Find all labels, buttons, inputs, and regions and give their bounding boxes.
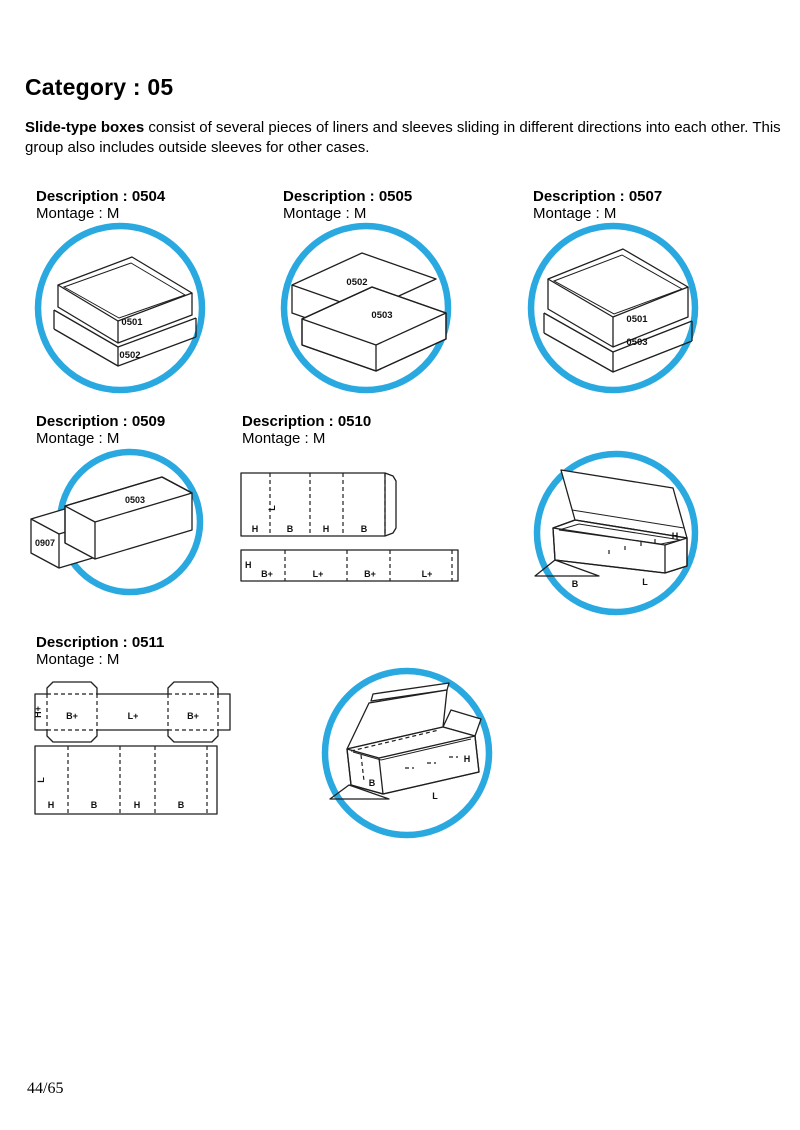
figure-0511-pattern-bottom — [33, 744, 223, 818]
panel-label: H — [322, 524, 330, 534]
description-label: Description : 0504 — [36, 188, 166, 205]
figure-0507-diagram — [513, 221, 713, 397]
figure-0511-diagram — [317, 663, 507, 853]
montage-label: Montage : M — [36, 205, 120, 222]
panel-label: H — [133, 800, 141, 810]
part-number-right: 0503 — [124, 495, 146, 505]
intro-paragraph — [25, 118, 781, 158]
montage-label: Montage : M — [36, 651, 120, 668]
figure-0504-diagram — [20, 221, 220, 397]
figure-0504-header — [36, 188, 165, 222]
montage-label: Montage : M — [36, 430, 120, 447]
figure-0510-header — [242, 413, 371, 447]
part-number-bottom: 0503 — [371, 310, 393, 321]
figure-0511-pattern-top — [33, 679, 233, 745]
description-label: Description : 0509 — [36, 413, 166, 430]
montage-label: Montage : M — [283, 205, 367, 222]
panel-label: H — [47, 800, 55, 810]
description-label: Description : 0510 — [242, 413, 372, 430]
panel-label: B+ — [364, 569, 376, 579]
description-label: Description : 0507 — [533, 188, 663, 205]
page-number: 44/65 — [27, 1080, 64, 1097]
figure-0511-header — [36, 634, 164, 668]
panel-label: B+ — [66, 711, 78, 721]
montage-label: Montage : M — [242, 430, 326, 447]
part-number-bottom: 0503 — [626, 337, 648, 348]
panel-label: B+ — [261, 569, 273, 579]
panel-label: H — [251, 524, 259, 534]
figure-0510-pattern-strip — [240, 549, 465, 585]
dim-length-label: L — [432, 791, 438, 801]
description-label: Description : 0505 — [283, 188, 413, 205]
panel-label: B — [177, 800, 185, 810]
panel-label: B+ — [187, 711, 199, 721]
dim-height-label: H — [463, 754, 471, 764]
panel-label: B — [90, 800, 98, 810]
figure-0507-header — [533, 188, 662, 222]
part-number-bottom: 0502 — [119, 350, 141, 361]
part-number-left: 0907 — [34, 538, 56, 548]
panel-label: L+ — [127, 711, 139, 721]
figure-0510-diagram — [521, 440, 711, 630]
figure-0509-header — [36, 413, 165, 447]
intro-text: consist of several pieces of liners and sleeves sliding in different directions into each other. This group also includes outside sleeves for other cases. — [25, 119, 781, 156]
figure-0505-diagram — [266, 221, 466, 397]
dim-height-label: H — [671, 531, 679, 541]
dim-length-label: L — [642, 577, 648, 587]
part-number-top: 0502 — [346, 277, 368, 288]
figure-0505-header — [283, 188, 412, 222]
part-number-top: 0501 — [626, 314, 648, 325]
dim-height-label: H — [245, 560, 252, 570]
figure-0509-diagram — [25, 445, 235, 605]
panel-label: B — [286, 524, 294, 534]
panel-label: L+ — [312, 569, 324, 579]
dim-length-label: L — [267, 505, 277, 511]
page-title: Category : 05 — [25, 74, 174, 100]
dim-breadth-label: B — [571, 579, 579, 589]
panel-label: B — [360, 524, 368, 534]
description-label: Description : 0511 — [36, 634, 165, 651]
panel-label: L+ — [421, 569, 433, 579]
dim-breadth-label: B — [368, 778, 376, 788]
figure-0510-pattern-top — [240, 472, 405, 540]
part-number-top: 0501 — [121, 317, 143, 328]
intro-lead: Slide-type boxes — [25, 119, 145, 136]
dim-height-label: H+ — [33, 706, 43, 718]
dim-length-label: L — [36, 777, 46, 783]
montage-label: Montage : M — [533, 205, 617, 222]
